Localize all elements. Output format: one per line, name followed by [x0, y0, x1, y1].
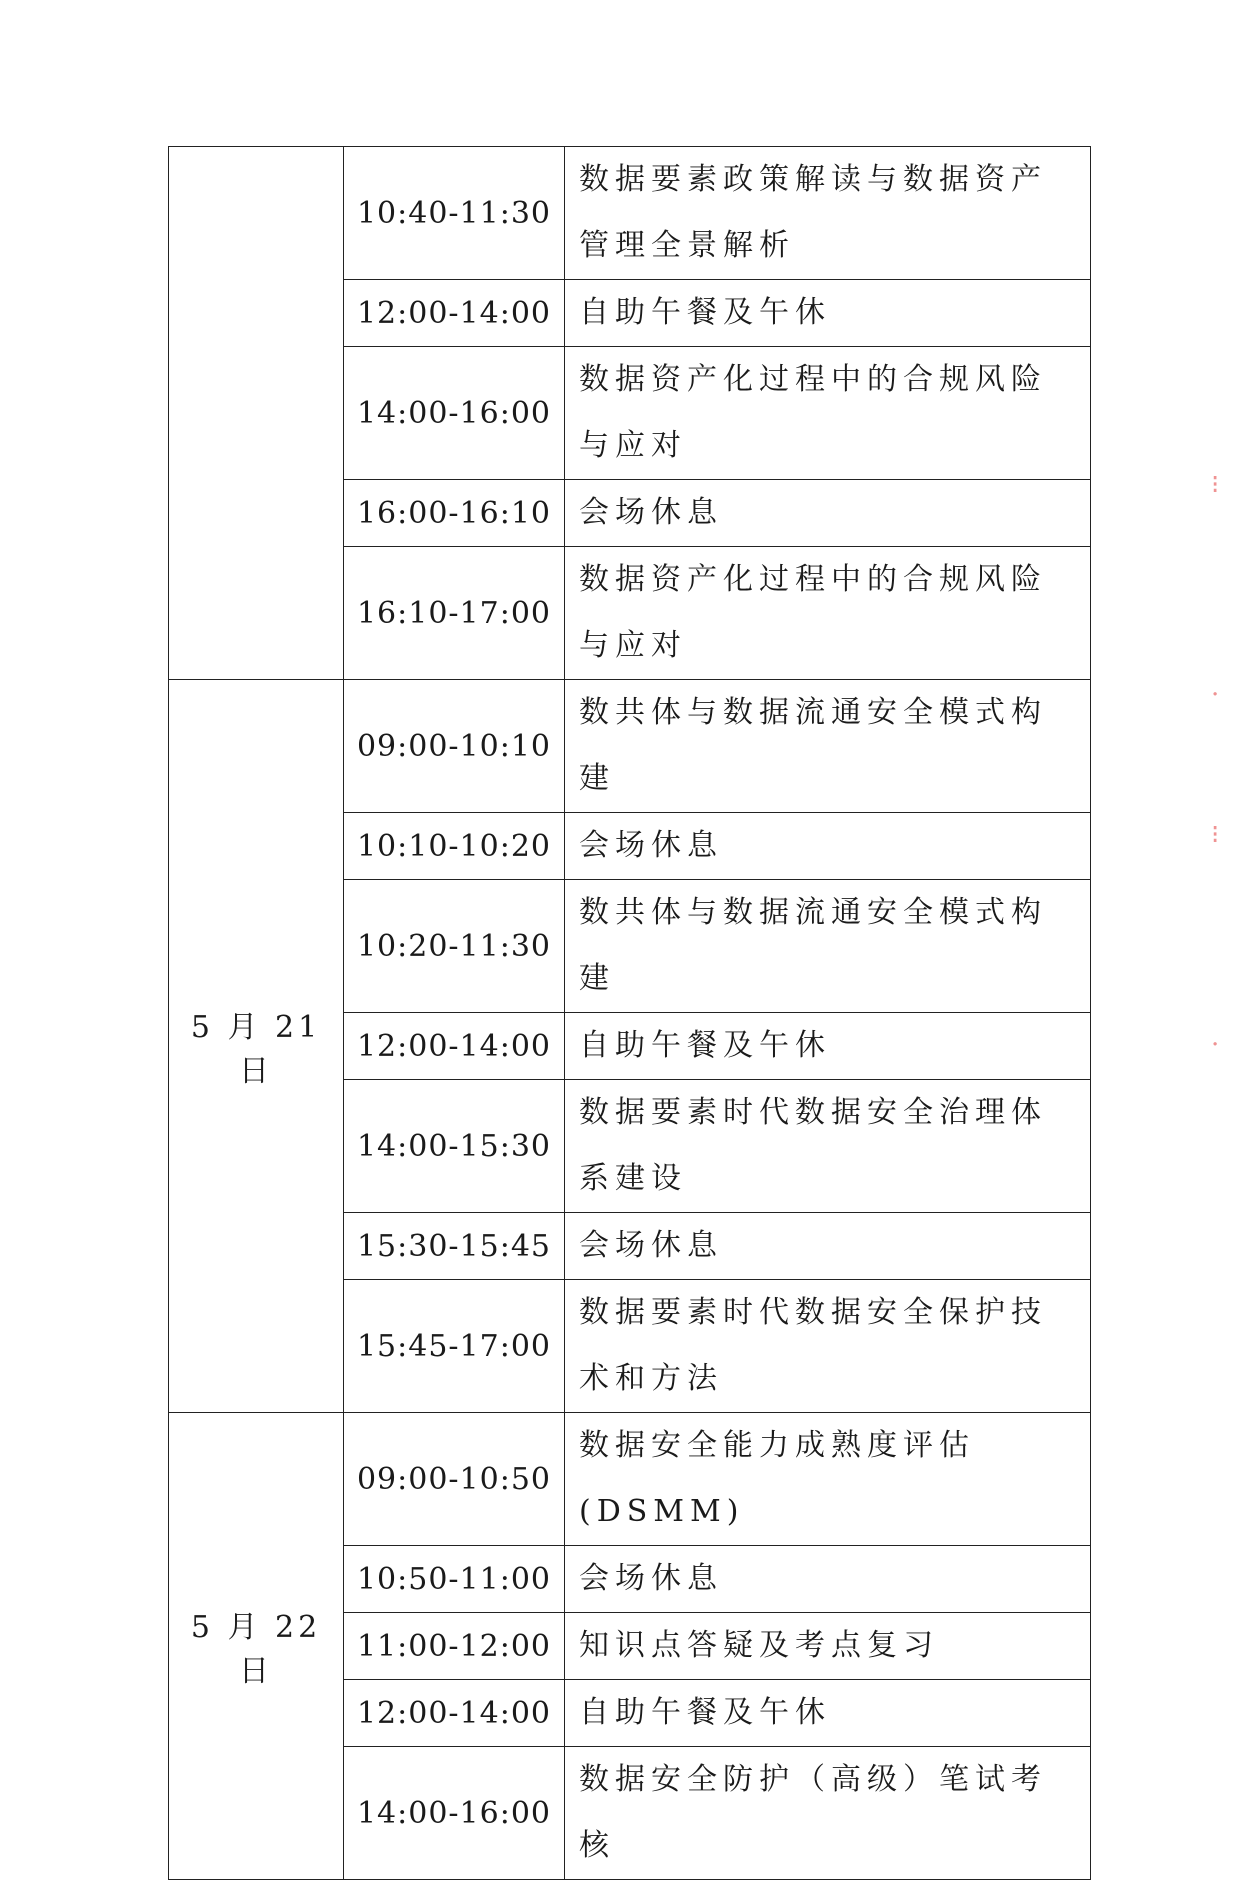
- topic-cell: 数据要素时代数据安全保护技术和方法: [565, 1280, 1091, 1413]
- time-cell: 10:20-11:30: [344, 880, 565, 1013]
- time-cell: 16:00-16:10: [344, 480, 565, 547]
- seal-fragment-mark: ·: [1211, 680, 1220, 710]
- date-cell: 5 月 22 日: [169, 1413, 344, 1880]
- date-cell: [169, 147, 344, 680]
- schedule-table: [168, 146, 1091, 1880]
- time-cell: 15:45-17:00: [344, 1280, 565, 1413]
- topic-cell: 会场休息: [565, 1213, 1091, 1280]
- table-row: [169, 147, 1091, 280]
- time-cell: 10:50-11:00: [344, 1546, 565, 1613]
- time-cell: 14:00-16:00: [344, 347, 565, 480]
- time-cell: 16:10-17:00: [344, 547, 565, 680]
- topic-cell: 自助午餐及午休: [565, 280, 1091, 347]
- seal-fragment-mark: ·: [1211, 1030, 1220, 1060]
- time-cell: 14:00-15:30: [344, 1080, 565, 1213]
- time-cell: 14:00-16:00: [344, 1747, 565, 1880]
- time-cell: 10:10-10:20: [344, 813, 565, 880]
- topic-cell: 数据要素时代数据安全治理体系建设: [565, 1080, 1091, 1213]
- schedule-sheet: [168, 146, 1090, 1880]
- topic-cell: 知识点答疑及考点复习: [565, 1613, 1091, 1680]
- time-cell: 09:00-10:50: [344, 1413, 565, 1546]
- topic-cell: 会场休息: [565, 813, 1091, 880]
- time-cell: 09:00-10:10: [344, 680, 565, 813]
- date-cell: 5 月 21 日: [169, 680, 344, 1413]
- time-cell: 10:40-11:30: [344, 147, 565, 280]
- topic-cell: 数共体与数据流通安全模式构建: [565, 880, 1091, 1013]
- time-cell: 11:00-12:00: [344, 1613, 565, 1680]
- topic-cell: 数共体与数据流通安全模式构建: [565, 680, 1091, 813]
- table-row: [169, 680, 1091, 813]
- topic-cell: 自助午餐及午休: [565, 1680, 1091, 1747]
- time-cell: 12:00-14:00: [344, 1680, 565, 1747]
- topic-cell: 数据安全能力成熟度评估(DSMM): [565, 1413, 1091, 1546]
- topic-cell: 会场休息: [565, 480, 1091, 547]
- time-cell: 15:30-15:45: [344, 1213, 565, 1280]
- time-cell: 12:00-14:00: [344, 280, 565, 347]
- topic-cell: 数据要素政策解读与数据资产管理全景解析: [565, 147, 1091, 280]
- seal-fragment-mark: ⁝: [1211, 470, 1220, 500]
- topic-cell: 数据安全防护（高级）笔试考核: [565, 1747, 1091, 1880]
- topic-cell: 会场休息: [565, 1546, 1091, 1613]
- topic-cell: 数据资产化过程中的合规风险与应对: [565, 347, 1091, 480]
- table-row: [169, 1413, 1091, 1546]
- topic-cell: 自助午餐及午休: [565, 1013, 1091, 1080]
- seal-fragment-mark: ⁝: [1211, 820, 1220, 850]
- time-cell: 12:00-14:00: [344, 1013, 565, 1080]
- topic-cell: 数据资产化过程中的合规风险与应对: [565, 547, 1091, 680]
